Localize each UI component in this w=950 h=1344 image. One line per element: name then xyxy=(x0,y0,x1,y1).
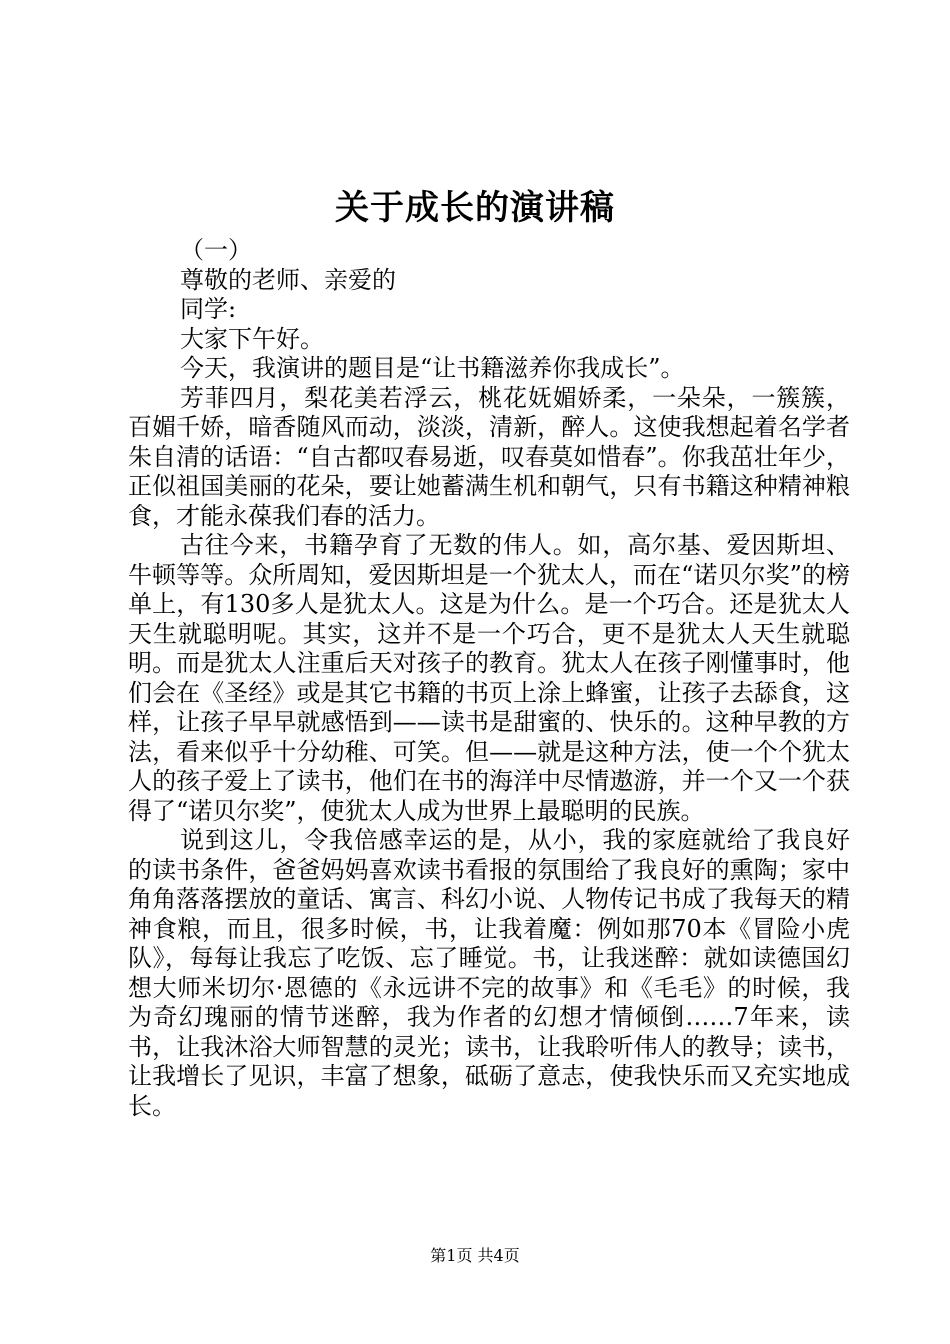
page-footer: 第1页 共4页 xyxy=(430,1246,520,1265)
paragraph-spring: 芳菲四月，梨花美若浮云，桃花妩媚娇柔，一朵朵，一簇簇，百媚千娇，暗香随风而动，淡淡，清新，醉人。这使我想起着名学者朱自清的话语：“自古都叹春易逝，叹春莫如惜春”。你我茁壮年少，正似祖国美丽的花朵，要让她蓄满生机和朝气，只有书籍这种精神粮食，才能永葆我们春的活力。 xyxy=(128,383,850,530)
document-body xyxy=(128,236,850,1121)
paragraph-personal-reading: 说到这儿，令我倍感幸运的是，从小，我的家庭就给了我良好的读书条件，爸爸妈妈喜欢读书看报的氛围给了我良好的熏陶；家中角角落落摆放的童话、寓言、科幻小说、人物传记书成了我每天的精神食粮，而且，很多时候，书，让我着魔：例如那70本《冒险小虎队》，每每让我忘了吃饭、忘了睡觉。书，让我迷醉：就如读德国幻想大师米切尔·恩德的《永远讲不完的故事》和《毛毛》的时候，我为奇幻瑰丽的情节迷醉，我为作者的幻想才情倾倒……7年来，读书，让我沐浴大师智慧的灵光；读书，让我聆听伟人的教导；读书，让我增长了见识，丰富了想象，砥砺了意志，使我快乐而又充实地成长。 xyxy=(128,826,850,1120)
paragraph-greeting: 大家下午好。 xyxy=(180,324,324,353)
paragraph-salutation: 尊敬的老师、亲爱的 xyxy=(180,265,396,294)
paragraph-section-number: （一） xyxy=(180,236,252,264)
paragraph-topic: 今天，我演讲的题目是“让书籍滋养你我成长”。 xyxy=(180,354,685,382)
page-title: 关于成长的演讲稿 xyxy=(335,188,615,228)
paragraph-jewish-education: 古往今来，书籍孕育了无数的伟人。如，高尔基、爱因斯坦、牛顿等等。众所周知，爱因斯坦是一个犹太人，而在“诺贝尔奖”的榜单上，有130多人是犹太人。这是为什么。是一个巧合。还是犹太人天生就聪明呢。其实，这并不是一个巧合，更不是犹太人天生就聪明。而是犹太人注重后天对孩子的教育。犹太人在孩子刚懂事时，他们会在《圣经》或是其它书籍的书页上涂上蜂蜜，让孩子去舔食，这样，让孩子早早就感悟到——读书是甜蜜的、快乐的。这种早教的方法，看来似乎十分幼稚、可笑。但——就是这种方法，使一个个犹太人的孩子爱上了读书，他们在书的海洋中尽情遨游，并一个又一个获得了“诺贝尔奖”，使犹太人成为世界上最聪明的民族。 xyxy=(128,531,850,825)
paragraph-salutation-cont: 同学: xyxy=(180,295,237,323)
